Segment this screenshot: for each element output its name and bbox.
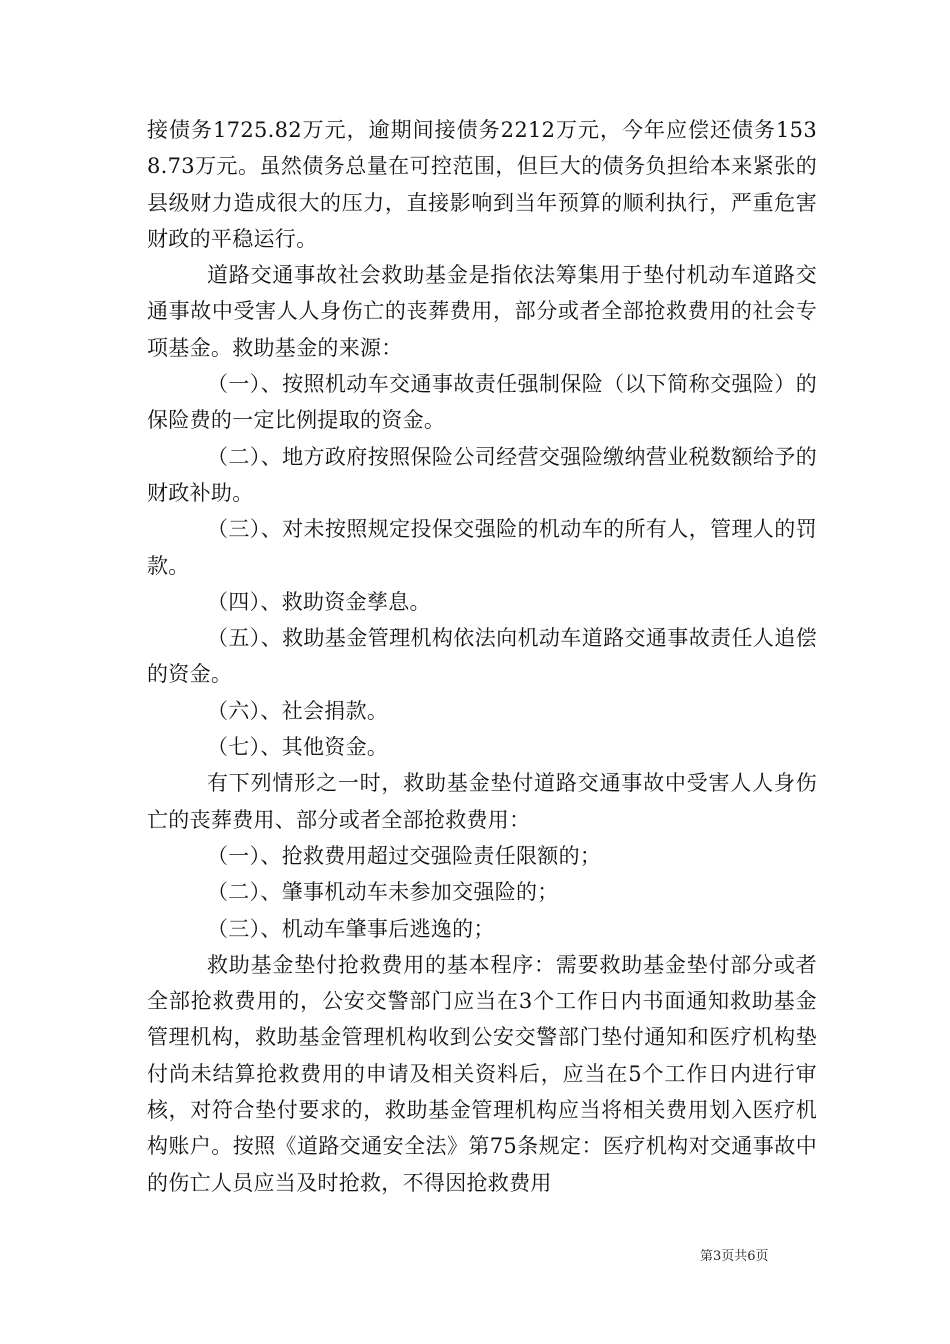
list-item-condition-3: （三）、机动车肇事后逃逸的； bbox=[207, 916, 495, 941]
paragraph-advance-procedure: 救助基金垫付抢救费用的基本程序：需要救助基金垫付部分或者全部抢救费用的，公安交警部门应当在3个工作日内书面通知救助基金管理机构，救助基金管理机构收到公安交警部门垫付通知和医疗机构垫付尚未结算抢救费用的申请及相关资料后，应当在5个工作日内进行审核，对符合垫付要求的，救助基金管理机构应当将相关费用划入医疗机构账户。按照《道路交通安全法》第75条规定：医疗机构对交通事故中的伤亡人员应当及时抢救，不得因抢救费用 bbox=[147, 952, 817, 1195]
list-item-source-6: （六）、社会捐款。 bbox=[207, 698, 389, 723]
list-item-condition-2: （二）、肇事机动车未参加交强险的； bbox=[207, 880, 559, 905]
list-item-source-5: （五）、救助基金管理机构依法向机动车道路交通事故责任人追偿的资金。 bbox=[147, 626, 817, 687]
page-number-footer: 第3页共6页 bbox=[700, 1249, 769, 1264]
paragraph-fund-definition: 道路交通事故社会救助基金是指依法筹集用于垫付机动车道路交通事故中受害人人身伤亡的丧葬费用，部分或者全部抢救费用的社会专项基金。救助基金的来源： bbox=[147, 263, 817, 360]
list-item-source-1: （一）、按照机动车交通事故责任强制保险（以下简称交强险）的保险费的一定比例提取的资金。 bbox=[147, 372, 817, 433]
list-item-source-4: （四）、救助资金孳息。 bbox=[207, 589, 431, 614]
document-body bbox=[147, 112, 817, 1201]
list-item-source-7: （七）、其他资金。 bbox=[207, 735, 389, 760]
list-item-condition-1: （一）、抢救费用超过交强险责任限额的； bbox=[207, 843, 602, 868]
paragraph-debt-summary: 接债务1725.82万元，逾期间接债务2212万元，今年应偿还债务1538.73万元。虽然债务总量在可控范围，但巨大的债务负担给本来紧张的县级财力造成很大的压力，直接影响到当年预算的顺利执行，严重危害财政的平稳运行。 bbox=[147, 118, 817, 251]
paragraph-advance-conditions: 有下列情形之一时，救助基金垫付道路交通事故中受害人人身伤亡的丧葬费用、部分或者全部抢救费用： bbox=[147, 771, 817, 832]
list-item-source-2: （二）、地方政府按照保险公司经营交强险缴纳营业税数额给予的财政补助。 bbox=[147, 444, 817, 505]
list-item-source-3: （三）、对未按照规定投保交强险的机动车的所有人，管理人的罚款。 bbox=[147, 517, 817, 578]
